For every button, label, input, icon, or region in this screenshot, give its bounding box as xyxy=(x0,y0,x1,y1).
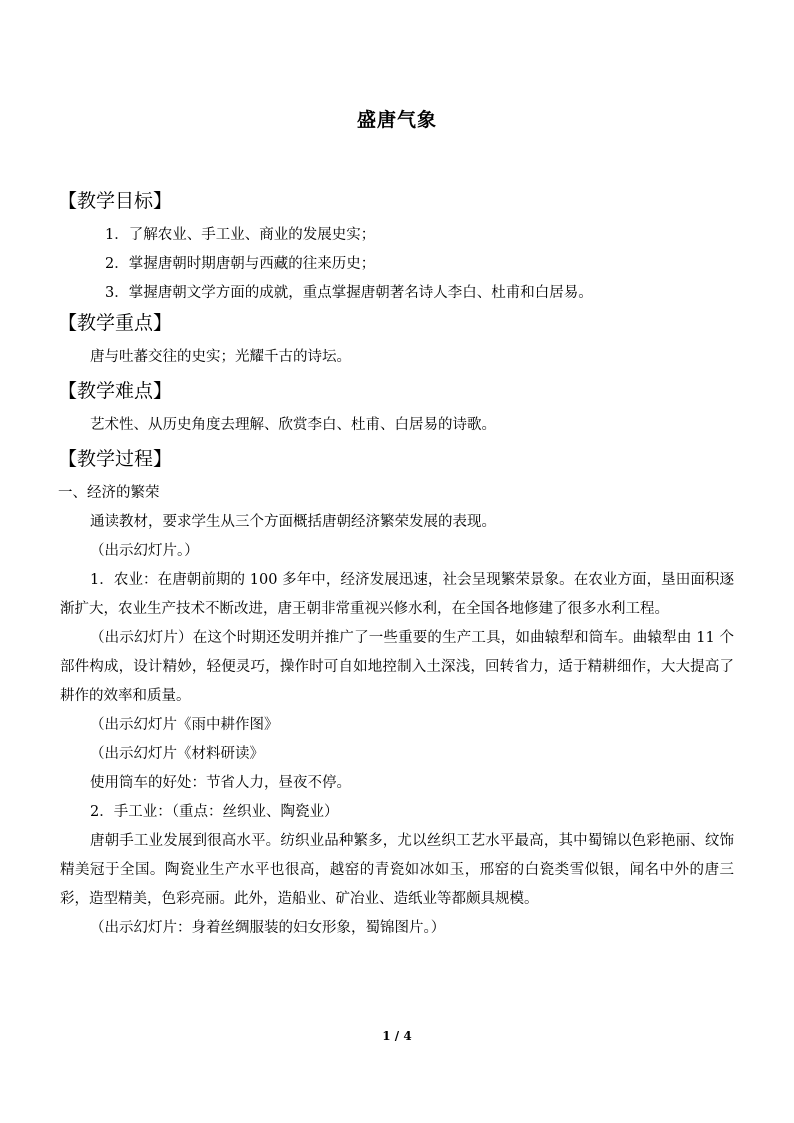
section-heading-difficulties: 【教学难点】 xyxy=(58,380,173,402)
objective-item: 3．掌握唐朝文学方面的成就，重点掌握唐朝著名诗人李白、杜甫和白居易。 xyxy=(105,285,593,301)
paragraph: 2．手工业：（重点：丝织业、陶瓷业） xyxy=(90,804,339,820)
objective-item: 1．了解农业、手工业、商业的发展史实； xyxy=(105,227,376,243)
paragraph: 唐朝手工业发展到很高水平。纺织业品种繁多，尤以丝织工艺水平最高，其中蜀锦以色彩艳丽、纹饰精美冠于全国。陶瓷业生产水平也很高，越窑的青瓷如冰如玉，邢窑的白瓷类雪似银，闻名中外的唐三彩，造型精美，色彩亮丽。此外，造船业、矿冶业、造纸业等都颇具规模。 xyxy=(60,833,734,907)
paragraph: 1．农业：在唐朝前期的 100 多年中，经济发展迅速，社会呈现繁荣景象。在农业方面，垦田面积逐渐扩大，农业生产技术不断改进，唐王朝非常重视兴修水利，在全国各地修建了很多水利工程。 xyxy=(60,572,734,617)
paragraph: （出示幻灯片）在这个时期还发明并推广了一些重要的生产工具，如曲辕犁和筒车。曲辕犁由 11 个部件构成，设计精妙，轻便灵巧，操作时可自如地控制入土深浅，回转省力，适于精耕细作，大大提高了耕作的效率和质量。 xyxy=(60,630,734,704)
subheading-economy: 一、经济的繁荣 xyxy=(58,485,160,501)
section-heading-objectives: 【教学目标】 xyxy=(58,190,173,212)
document-body xyxy=(60,188,734,943)
paragraph: （出示幻灯片：身着丝绸服装的妇女形象，蜀锦图片。） xyxy=(90,920,446,936)
paragraph: 通读教材，要求学生从三个方面概括唐朝经济繁荣发展的表现。 xyxy=(90,514,496,530)
objective-item: 2．掌握唐朝时期唐朝与西藏的往来历史； xyxy=(105,256,376,272)
paragraph: （出示幻灯片《材料研读》 xyxy=(90,746,264,762)
paragraph: （出示幻灯片。） xyxy=(90,543,199,559)
key-points-text: 唐与吐蕃交往的史实；光耀千古的诗坛。 xyxy=(90,349,351,365)
section-heading-process: 【教学过程】 xyxy=(58,448,173,470)
difficulties-text: 艺术性、从历史角度去理解、欣赏李白、杜甫、白居易的诗歌。 xyxy=(90,417,496,433)
page-number: 1 / 4 xyxy=(382,1029,412,1043)
paragraph: （出示幻灯片《雨中耕作图》 xyxy=(90,717,279,733)
section-heading-key-points: 【教学重点】 xyxy=(58,312,173,334)
page-title: 盛唐气象 xyxy=(356,109,437,131)
paragraph: 使用筒车的好处：节省人力，昼夜不停。 xyxy=(90,775,351,791)
